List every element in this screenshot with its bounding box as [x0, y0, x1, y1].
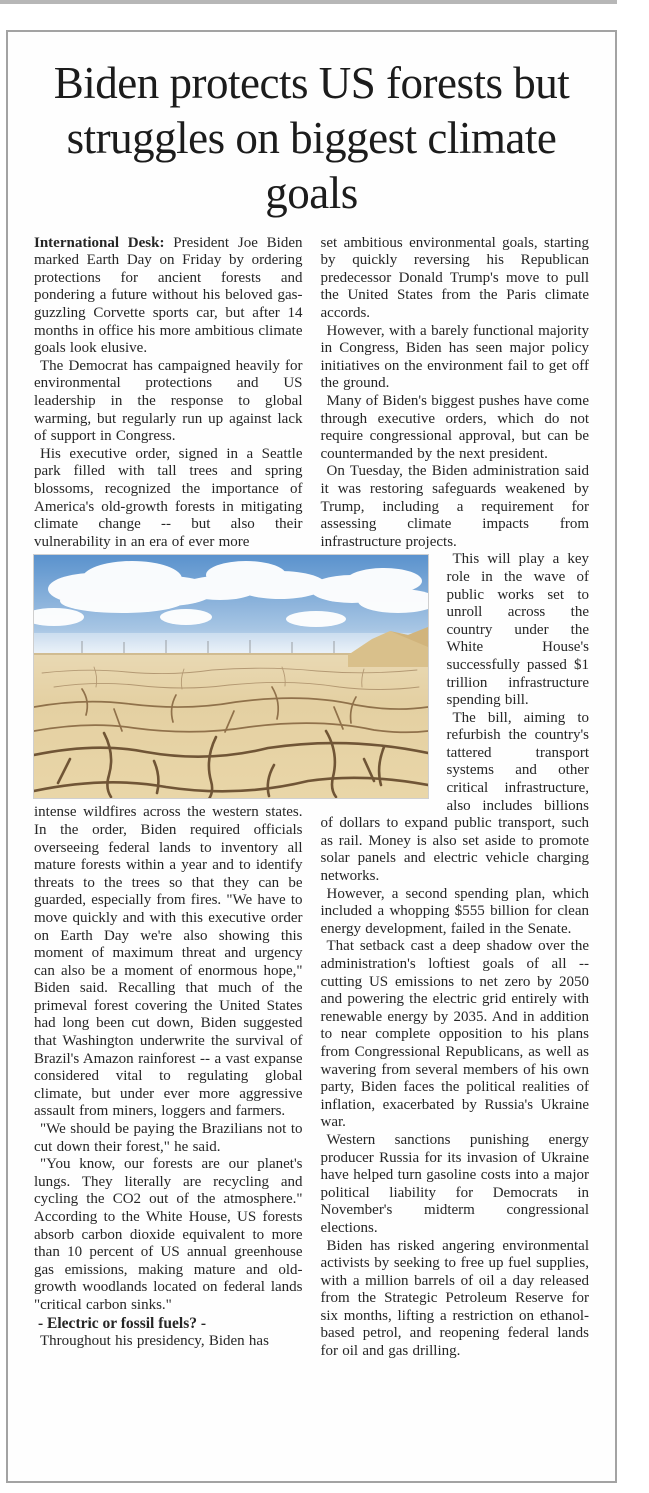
article-paragraph: Throughout his presidency, Biden has [40, 1332, 269, 1349]
article-photo [34, 555, 428, 798]
article-paragraph: However, a second spending plan, which included a whopping $555 billion for clean energy development, failed in the Senate. [320, 885, 589, 937]
headline: Biden protects US forests but struggles on biggest climate goals [53, 58, 570, 218]
left-column [34, 235, 303, 1361]
paragraph-text: President Joe Biden marked Earth Day on Friday by ordering protections for ancient forests and pondering a future without his beloved gas-guzzling Corvette sports car, but after 14 months in office his more ambitious climate goals look elusive. [34, 234, 303, 357]
article-paragraph: The bill, aiming to refurbish the country's tattered transport systems and other critical infrastructure, also includes billions of dollars to expand public transport, such as rail. Money is also set aside to promote solar panels and electric vehicle charging networks. [320, 709, 589, 885]
article-columns [8, 235, 615, 1361]
article-paragraph: That setback cast a deep shadow over the administration's loftiest goals of all -- cutting US emissions to net zero by 2050 and powering the electric grid entirely with renewable energy by 2035. And in addition to near complete opposition to his plans from Congressional Republicans, as well as wavering from several members of his own party, Biden faces the political realities of inflation, exacerbated by Russia's Ukraine war. [320, 938, 589, 1131]
article-paragraph: The Democrat has campaigned heavily for environmental protections and US leadership in the response to global warming, but regularly run up against lack of support in Congress. [34, 357, 303, 445]
article-paragraph: On Tuesday, the Biden administration said it was restoring safeguards weakened by Trump, including a requirement for assessing climate impacts from infrastructure projects. [320, 463, 589, 550]
section-subhead: - Electric or fossil fuels? - [38, 1314, 207, 1332]
article-container [6, 30, 617, 1483]
article-paragraph: Many of Biden's biggest pushes have come through executive orders, which do not require congressional approval, but can be countermanded by the next president. [320, 393, 589, 462]
drought-photo-illustration [34, 555, 428, 798]
desk-label: International Desk: [34, 234, 165, 251]
top-divider [0, 0, 617, 4]
article-paragraph: "We should be paying the Brazilians not to cut down their forest," he said. [34, 1121, 303, 1155]
article-paragraph: This will play a key role in the wave of public works set to unroll across the country under the White House's successfully passed $1 trillion infrastructure spending bill. [446, 551, 589, 709]
article-paragraph: "You know, our forests are our planet's lungs. They literally are recycling and cycling the CO2 out of the atmosphere." According to the White House, US forests absorb carbon dioxide equivalent to more than 10 percent of US annual greenhouse gas emissions, making mature and old-growth woodlands located on federal lands "critical carbon sinks." [34, 1156, 303, 1313]
article-paragraph: His executive order, signed in a Seattle park filled with tall trees and spring blossoms, recognized the importance of America's old-growth forests in mitigating climate change -- but also their vulnerability in an era of ever more [34, 445, 303, 550]
article-paragraph [34, 235, 303, 358]
article-paragraph: Biden has risked angering environmental activists by seeking to free up fuel supplies, with a million barrels of oil a day released from the Strategic Petroleum Reserve for six months, lifting a restriction on ethanol-based petrol, and reopening federal lands for oil and gas drilling. [320, 1237, 589, 1360]
article-paragraph: intense wildfires across the western states. In the order, Biden required officials overseeing federal lands to inventory all mature forests within a year and to identify threats to the trees so that they can be guarded, especially from fires. "We have to move quickly and with this executive order on Earth Day we're also showing this moment of maximum threat and urgency can also be a moment of enormous hope," Biden said. Recalling that much of the primeval forest covering the United States had long been cut down, Biden suggested that Washington underwrite the survival of Brazil's Amazon rainforest -- a vast expanse considered vital to regulating global climate, but under ever more aggressive assault from miners, loggers and farmers. [34, 804, 303, 1120]
article-paragraph: set ambitious environmental goals, starting by quickly reversing his Republican predecessor Donald Trump's move to pull the United States from the Paris climate accords. [320, 234, 589, 322]
article-paragraph: However, with a barely functional majority in Congress, Biden has seen major policy initiatives on the environment fail to get off the ground. [320, 322, 589, 392]
article-paragraph: Western sanctions punishing energy producer Russia for its invasion of Ukraine have helped turn gasoline costs into a major political liability for Democrats in November's midterm congressional elections. [320, 1131, 589, 1236]
